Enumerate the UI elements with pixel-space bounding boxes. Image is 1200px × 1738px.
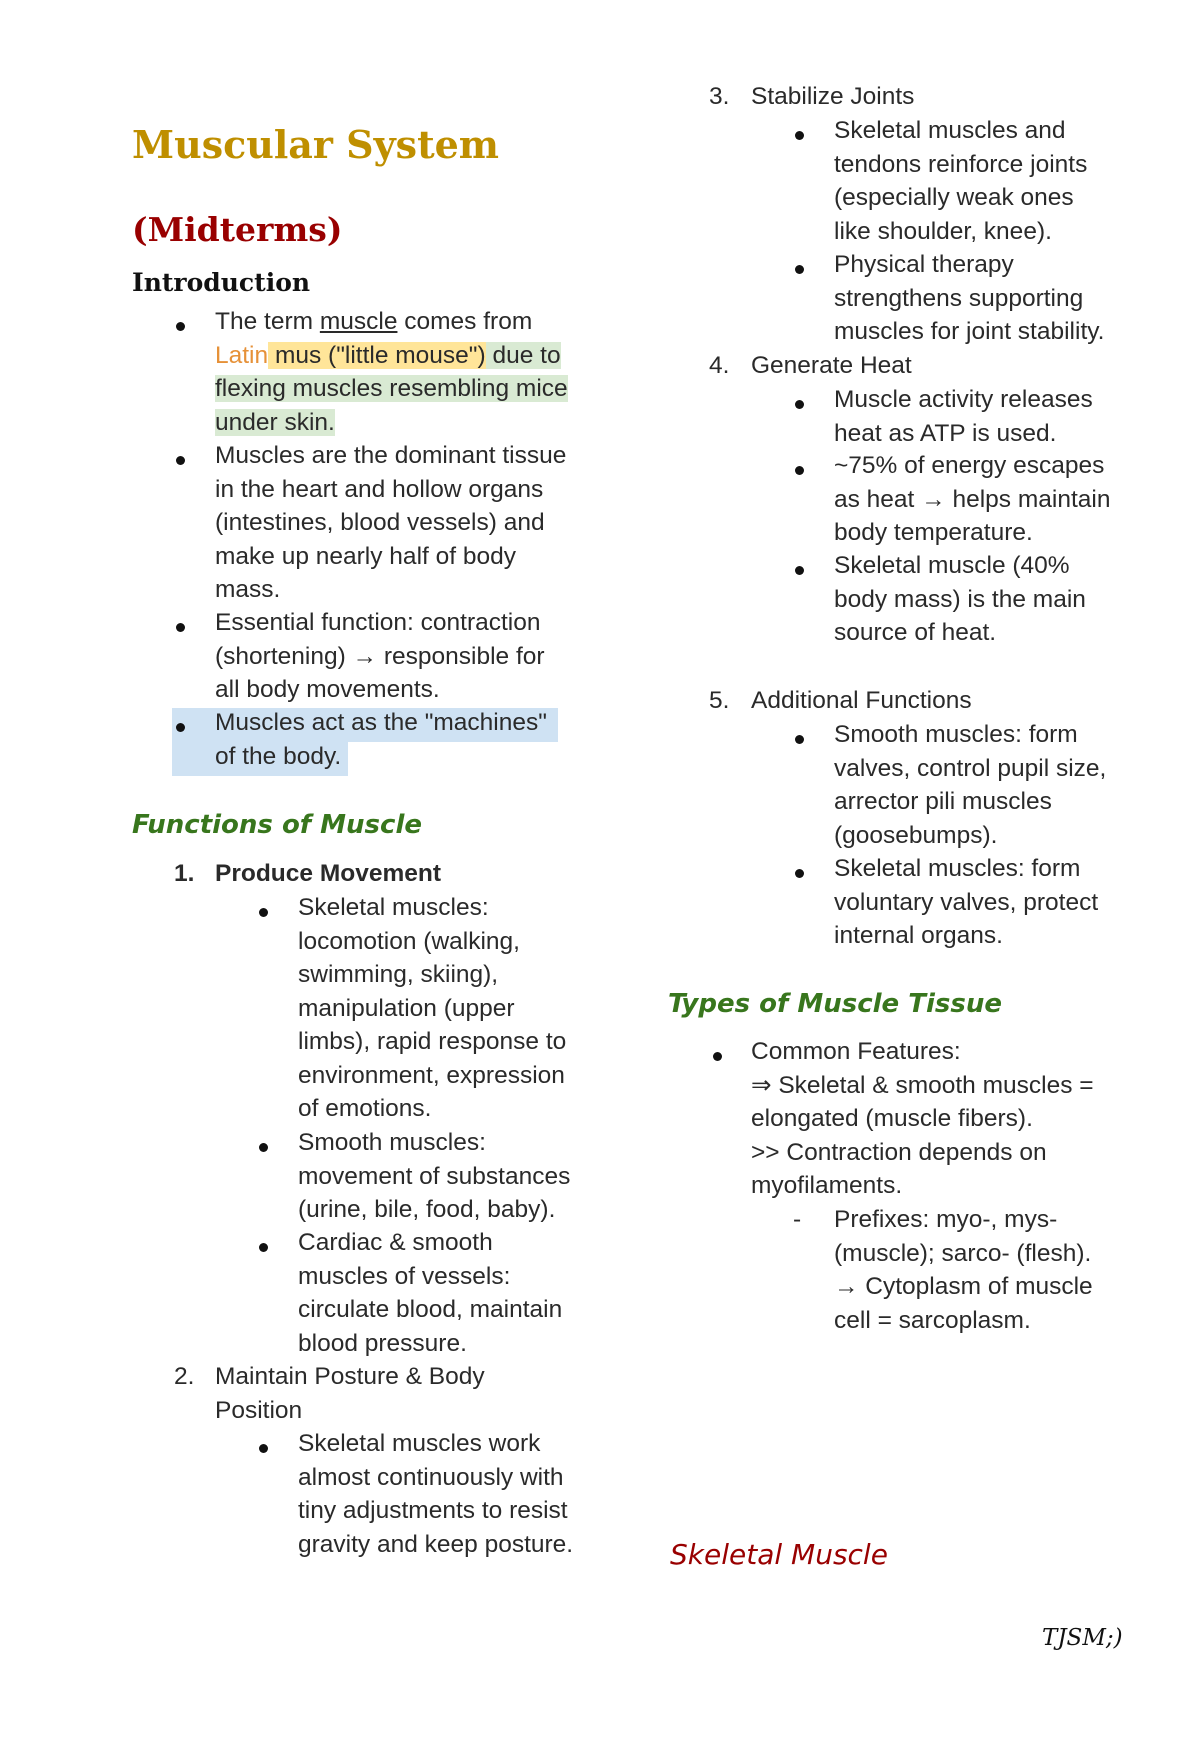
bullet-icon (176, 322, 185, 331)
types-sub-item (834, 1203, 1093, 1337)
text-line: The term (215, 308, 320, 335)
page-title: Muscular System (132, 122, 500, 167)
produce-bullet-1 (298, 891, 566, 1126)
text-line: voluntary valves, protect (834, 888, 1099, 916)
text-line: (goosebumps). (834, 821, 998, 849)
text-line: Muscles are the dominant tissue (215, 442, 567, 469)
bullet-icon (795, 131, 804, 140)
text-line: under skin. (215, 408, 335, 436)
text-line: movement of substances (298, 1162, 571, 1190)
text-line: Skeletal muscles: (298, 894, 489, 921)
dash-marker: - (793, 1206, 802, 1233)
function-maintain-posture (215, 1360, 485, 1427)
text-line: (especially weak ones (834, 184, 1074, 211)
text-line: heat as ATP is used. (834, 419, 1057, 447)
text-line: like shoulder, knee). (834, 217, 1052, 245)
bullet-icon (795, 466, 804, 475)
function-stabilize-joints: Stabilize Joints (751, 83, 915, 110)
intro-bullet-1 (215, 305, 568, 439)
text-line: due to (485, 341, 561, 369)
text-line: as heat → helps maintain (834, 485, 1111, 513)
list-number: 1. (174, 860, 195, 887)
intro-bullet-3 (215, 606, 545, 707)
text-line: Physical therapy (834, 251, 1014, 278)
text-line: >> Contraction depends on (751, 1138, 1047, 1166)
text-line: in the heart and hollow organs (215, 475, 544, 503)
intro-bullet-2 (215, 439, 566, 607)
heat-bullet-2 (834, 449, 1110, 550)
types-bullet-1 (751, 1035, 1094, 1203)
text-line: Cardiac & smooth (298, 1229, 493, 1256)
text-line: Muscle activity releases (834, 386, 1093, 413)
signature: TJSM;) (1042, 1625, 1123, 1651)
text-line: Position (215, 1396, 303, 1424)
text-line: flexing muscles resembling mice (215, 375, 568, 402)
function-generate-heat: Generate Heat (751, 352, 912, 379)
text-line: Essential function: contraction (215, 609, 541, 636)
text-line: tendons reinforce joints (834, 150, 1088, 178)
produce-bullet-2 (298, 1126, 570, 1227)
text-line: tiny adjustments to resist (298, 1497, 568, 1524)
intro-bullet-4 (215, 706, 547, 773)
bullet-icon (176, 456, 185, 465)
text-line: of the body. (215, 742, 342, 770)
text-line: Muscles act as the "machines" (215, 709, 547, 736)
functions-list-right (600, 0, 1200, 1738)
text-line: Maintain Posture & Body (215, 1363, 485, 1390)
bullet-icon (259, 1143, 268, 1152)
additional-bullet-1 (834, 718, 1106, 852)
bullet-icon (795, 869, 804, 878)
text-line: all body movements. (215, 676, 440, 703)
text-line: body mass) is the main (834, 585, 1086, 613)
bullet-icon (795, 735, 804, 744)
text-line: muscles of vessels: (298, 1262, 511, 1290)
mus-highlight: mus ("little mouse") (268, 341, 486, 369)
text-line: valves, control pupil size, (834, 754, 1107, 782)
bullet-icon (259, 908, 268, 917)
text-line: gravity and keep posture. (298, 1530, 574, 1558)
text-line: locomotion (walking, (298, 927, 520, 955)
function-produce-movement: Produce Movement (215, 860, 441, 887)
text-line: Skeletal muscle (40% (834, 552, 1070, 579)
bullet-icon (176, 623, 185, 632)
text-line: (shortening) → responsible for (215, 642, 545, 670)
text-line: Skeletal muscles work (298, 1430, 541, 1457)
text-line: strengthens supporting (834, 284, 1084, 312)
produce-bullet-3 (298, 1226, 562, 1360)
heat-bullet-1 (834, 383, 1093, 450)
text-line: myofilaments. (751, 1172, 903, 1199)
text-line: Skeletal muscles and (834, 117, 1066, 144)
text-line: manipulation (upper (298, 994, 515, 1022)
text-line: Prefixes: myo-, mys- (834, 1206, 1058, 1233)
text-line: environment, expression (298, 1061, 565, 1089)
types-heading: Types of Muscle Tissue (668, 989, 1002, 1019)
text-line: → Cytoplasm of muscle (834, 1273, 1093, 1300)
text-line: (muscle); sarco- (flesh). (834, 1239, 1092, 1267)
bullet-icon (259, 1243, 268, 1252)
page-subtitle: (Midterms) (132, 210, 343, 249)
text-line: Common Features: (751, 1038, 961, 1065)
text-line: (urine, bile, food, baby). (298, 1196, 556, 1223)
bullet-icon (713, 1052, 722, 1061)
list-number: 5. (709, 687, 730, 714)
function-additional: Additional Functions (751, 687, 972, 714)
text-line: source of heat. (834, 619, 997, 646)
bullet-icon (259, 1444, 268, 1453)
text-line: Smooth muscles: form (834, 721, 1078, 748)
text-line: internal organs. (834, 922, 1003, 949)
muscle-term: muscle (319, 308, 398, 335)
list-number: 4. (709, 352, 730, 379)
text-line: Smooth muscles: (298, 1129, 486, 1156)
list-number: 3. (709, 83, 730, 110)
text-line: ⇒ Skeletal & smooth muscles = (751, 1071, 1094, 1099)
text-line: ~75% of energy escapes (834, 452, 1105, 479)
bullet-icon (795, 566, 804, 575)
bullet-icon (176, 723, 185, 732)
text-line: circulate blood, maintain (298, 1296, 563, 1323)
stabilize-bullet-1 (834, 114, 1087, 248)
functions-heading: Functions of Muscle (132, 810, 422, 840)
intro-heading: Introduction (132, 268, 311, 297)
text-line: mass. (215, 576, 281, 603)
heat-bullet-3 (834, 549, 1086, 650)
text-line: elongated (muscle fibers). (751, 1105, 1033, 1132)
stabilize-bullet-2 (834, 248, 1105, 349)
text-line: body temperature. (834, 519, 1033, 546)
latin-word: Latin (215, 341, 269, 369)
text-line: Skeletal muscles: form (834, 855, 1081, 882)
text-line: muscles for joint stability. (834, 318, 1105, 345)
posture-bullet-1 (298, 1427, 573, 1561)
text-line: swimming, skiing), (298, 961, 499, 988)
text-line: (intestines, blood vessels) and (215, 509, 545, 536)
bullet-icon (795, 265, 804, 274)
text-line: cell = sarcoplasm. (834, 1306, 1031, 1334)
text-line: make up nearly half of body (215, 542, 516, 570)
bullet-icon (795, 400, 804, 409)
list-number: 2. (174, 1363, 195, 1390)
text-line: limbs), rapid response to (298, 1028, 567, 1055)
text-line: blood pressure. (298, 1329, 467, 1357)
text-line: of emotions. (298, 1095, 432, 1122)
additional-bullet-2 (834, 852, 1098, 953)
text-line: almost continuously with (298, 1463, 564, 1491)
skeletal-muscle-heading: Skeletal Muscle (670, 1538, 888, 1571)
text-line: comes from (397, 308, 533, 335)
text-line: arrector pili muscles (834, 788, 1052, 815)
